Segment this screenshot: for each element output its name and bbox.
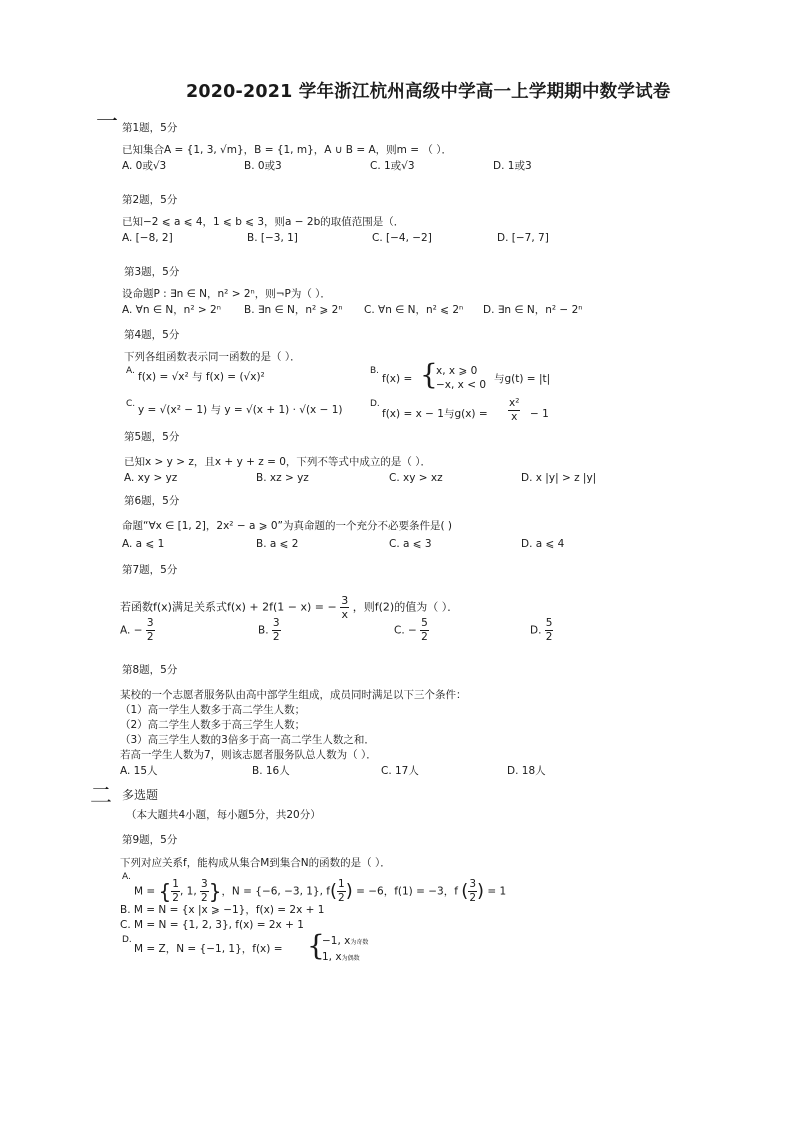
fraction-numerator: 1	[338, 878, 345, 890]
question-stem: 已知x > y > z，且x + y + z = 0，下列不等式中成立的是（ ）．	[124, 456, 432, 468]
option-b-prefix: f(x) =	[382, 373, 413, 385]
option-c: C. [−4, −2]	[372, 232, 432, 244]
question-header: 第8题，5分	[122, 664, 178, 676]
set-brace-left: {	[158, 879, 172, 904]
option-sign: −	[133, 624, 143, 637]
option-c: C. 1或√3	[370, 160, 415, 172]
option-d-case1	[322, 934, 368, 950]
paren-right: )	[345, 880, 353, 902]
case1-subscript: 为奇数	[350, 939, 369, 946]
fraction-numerator: 3	[341, 594, 349, 607]
option-label: D.	[530, 624, 542, 637]
set-prefix: M =	[134, 885, 156, 898]
option-d-label: D.	[122, 935, 132, 945]
page-title: 2020-2021 学年浙江杭州高级中学高一上学期期中数学试卷	[186, 82, 671, 102]
option-a-label: A.	[126, 366, 135, 376]
set-middle: , 1,	[179, 885, 197, 898]
fraction-numerator: x²	[509, 397, 520, 409]
option-a-mid: ，N = {−6, −3, 1}, f	[221, 885, 330, 898]
question-header: 第2题，5分	[122, 194, 178, 206]
option-b: B. ∃n ∈ N，n² ⩾ 2ⁿ	[244, 304, 343, 316]
question-stem: 设命题P : ∃n ∈ N，n² > 2ⁿ，则¬P为（ ）．	[122, 288, 331, 300]
section-number: 一	[96, 110, 119, 135]
option-label: B.	[258, 624, 269, 637]
option-b-suffix: 与g(t) = |t|	[494, 373, 551, 385]
section-number: 二	[90, 784, 113, 809]
fraction-numerator: 3	[469, 878, 476, 890]
option-a: A. ∀n ∈ N，n² > 2ⁿ	[122, 304, 221, 316]
option-a: A. xy > yz	[124, 472, 178, 484]
fraction-numerator: 5	[545, 617, 553, 629]
option-sign: −	[408, 624, 417, 637]
option-d-prefix: f(x) = x − 1与g(x) =	[382, 408, 488, 420]
fraction-numerator: 3	[272, 617, 280, 629]
question-stem: 已知−2 ⩽ a ⩽ 4，1 ⩽ b ⩽ 3，则a − 2b的取值范围是（．	[122, 216, 405, 228]
option-b: B. xz > yz	[256, 472, 309, 484]
option-c: C. ∀n ∈ N，n² ⩽ 2ⁿ	[364, 304, 464, 316]
option-a-label: A.	[122, 872, 131, 882]
option-c: C. xy > xz	[389, 472, 443, 484]
question-header: 第3题，5分	[124, 266, 180, 278]
paren-left: (	[461, 880, 469, 902]
paren-left: (	[330, 880, 338, 902]
question-stem: 命题“∀x ∈ [1, 2]，2x² − a ⩾ 0”为真命题的一个充分不必要条件是( )	[122, 520, 453, 532]
paren-right: )	[477, 880, 485, 902]
fraction-denominator: 2	[545, 631, 553, 643]
option-b	[258, 617, 281, 644]
option-b: B. M = N = {x |x ⩾ −1}，f(x) = 2x + 1	[120, 904, 325, 916]
condition-1: （1）高一学生人数多于高二学生人数；	[120, 704, 306, 716]
option-a: A. [−8, 2]	[122, 232, 173, 244]
option-a-tail: = 1	[487, 885, 507, 898]
question-stem-2: 若高一学生人数为7，则该志愿者服务队总人数为（ ）．	[120, 749, 377, 761]
case2-subscript: 为偶数	[341, 955, 360, 962]
question-header: 第1题，5分	[122, 122, 178, 134]
option-d: D. a ⩽ 4	[521, 538, 565, 550]
option-b: B. 16人	[252, 765, 290, 777]
option-b: B. 0或3	[244, 160, 282, 172]
option-a	[120, 617, 155, 644]
option-b-label: B.	[370, 366, 380, 376]
option-d: D. 18人	[507, 765, 546, 777]
fraction-numerator: 3	[201, 878, 208, 890]
fraction-denominator: x	[511, 411, 518, 423]
option-d: M = Z，N = {−1, 1}，f(x) =	[134, 943, 283, 955]
option-c: C. 17人	[381, 765, 419, 777]
option-d	[530, 617, 553, 644]
fraction-numerator: 3	[146, 617, 154, 629]
option-c: C. M = N = {1, 2, 3}, f(x) = 2x + 1	[120, 919, 304, 931]
case2-text: 1, x	[322, 951, 342, 963]
option-label: A.	[120, 624, 131, 637]
fraction-numerator: 1	[172, 878, 179, 890]
question-stem: 已知集合A = {1, 3, √m}，B = {1, m}，A ∪ B = A，则m = （ ）．	[122, 144, 452, 156]
option-a: f(x) = √x² 与 f(x) = (√x)²	[138, 371, 265, 383]
option-d-fraction	[508, 397, 520, 424]
set-brace-right: }	[208, 879, 222, 904]
option-d: D. ∃n ∈ N，n² − 2ⁿ	[483, 304, 583, 316]
piecewise-brace: {	[307, 929, 325, 962]
question-stem: 某校的一个志愿者服务队由高中部学生组成，成员同时满足以下三个条件：	[120, 689, 467, 701]
option-c: y = √(x² − 1) 与 y = √(x + 1) · √(x − 1)	[138, 404, 343, 416]
fraction-denominator: 2	[272, 631, 280, 643]
piecewise-brace: {	[420, 358, 438, 391]
option-c: C. a ⩽ 3	[389, 538, 432, 550]
question-header: 第5题，5分	[124, 431, 180, 443]
question-stem: 下列对应关系f，能构成从集合M到集合N的函数的是（ ）．	[120, 857, 391, 869]
stem-suffix: ，则f(2)的值为（ ）．	[352, 600, 459, 614]
option-a	[134, 878, 506, 905]
option-a: A. 15人	[120, 765, 158, 777]
question-header: 第9题，5分	[122, 834, 178, 846]
fraction-numerator: 5	[421, 617, 428, 629]
option-d: D. x |y| > z |y|	[521, 472, 597, 484]
section-title: 多选题	[122, 788, 159, 802]
question-header: 第6题，5分	[124, 495, 180, 507]
option-c	[394, 617, 429, 644]
fraction-denominator: 2	[338, 892, 345, 904]
option-a: A. a ⩽ 1	[122, 538, 165, 550]
fraction-denominator: 2	[146, 631, 154, 643]
option-d-label: D.	[370, 399, 380, 409]
question-header: 第7题，5分	[122, 564, 178, 576]
fraction-denominator: x	[341, 608, 348, 621]
question-stem: 下列各组函数表示同一函数的是（ ）．	[124, 351, 301, 363]
option-a-eq: = −6，f(1) = −3，f	[356, 885, 458, 898]
fraction-denominator: 2	[201, 892, 208, 904]
option-d-suffix: − 1	[530, 408, 549, 420]
option-d-case2	[322, 950, 360, 966]
option-label: C.	[394, 624, 405, 637]
option-d: D. 1或3	[493, 160, 532, 172]
option-d: D. [−7, 7]	[497, 232, 549, 244]
question-header: 第4题，5分	[124, 329, 180, 341]
case1-text: −1, x	[322, 935, 351, 947]
condition-2: （2）高二学生人数多于高三学生人数；	[120, 719, 306, 731]
option-c-label: C.	[126, 399, 136, 409]
option-b: B. [−3, 1]	[247, 232, 298, 244]
fraction-denominator: 2	[172, 892, 179, 904]
option-b: B. a ⩽ 2	[256, 538, 299, 550]
option-b-case2: −x, x < 0	[436, 379, 487, 391]
stem-prefix: 若函数f(x)满足关系式f(x) + 2f(1 − x) = −	[120, 600, 337, 614]
fraction-denominator: 2	[421, 631, 428, 643]
condition-3: （3）高三学生人数的3倍多于高一高二学生人数之和．	[120, 734, 375, 746]
option-b-case1: x, x ⩾ 0	[436, 365, 478, 377]
section-description: （本大题共4小题，每小题5分，共20分）	[126, 809, 321, 821]
option-a: A. 0或√3	[122, 160, 167, 172]
fraction-denominator: 2	[469, 892, 476, 904]
